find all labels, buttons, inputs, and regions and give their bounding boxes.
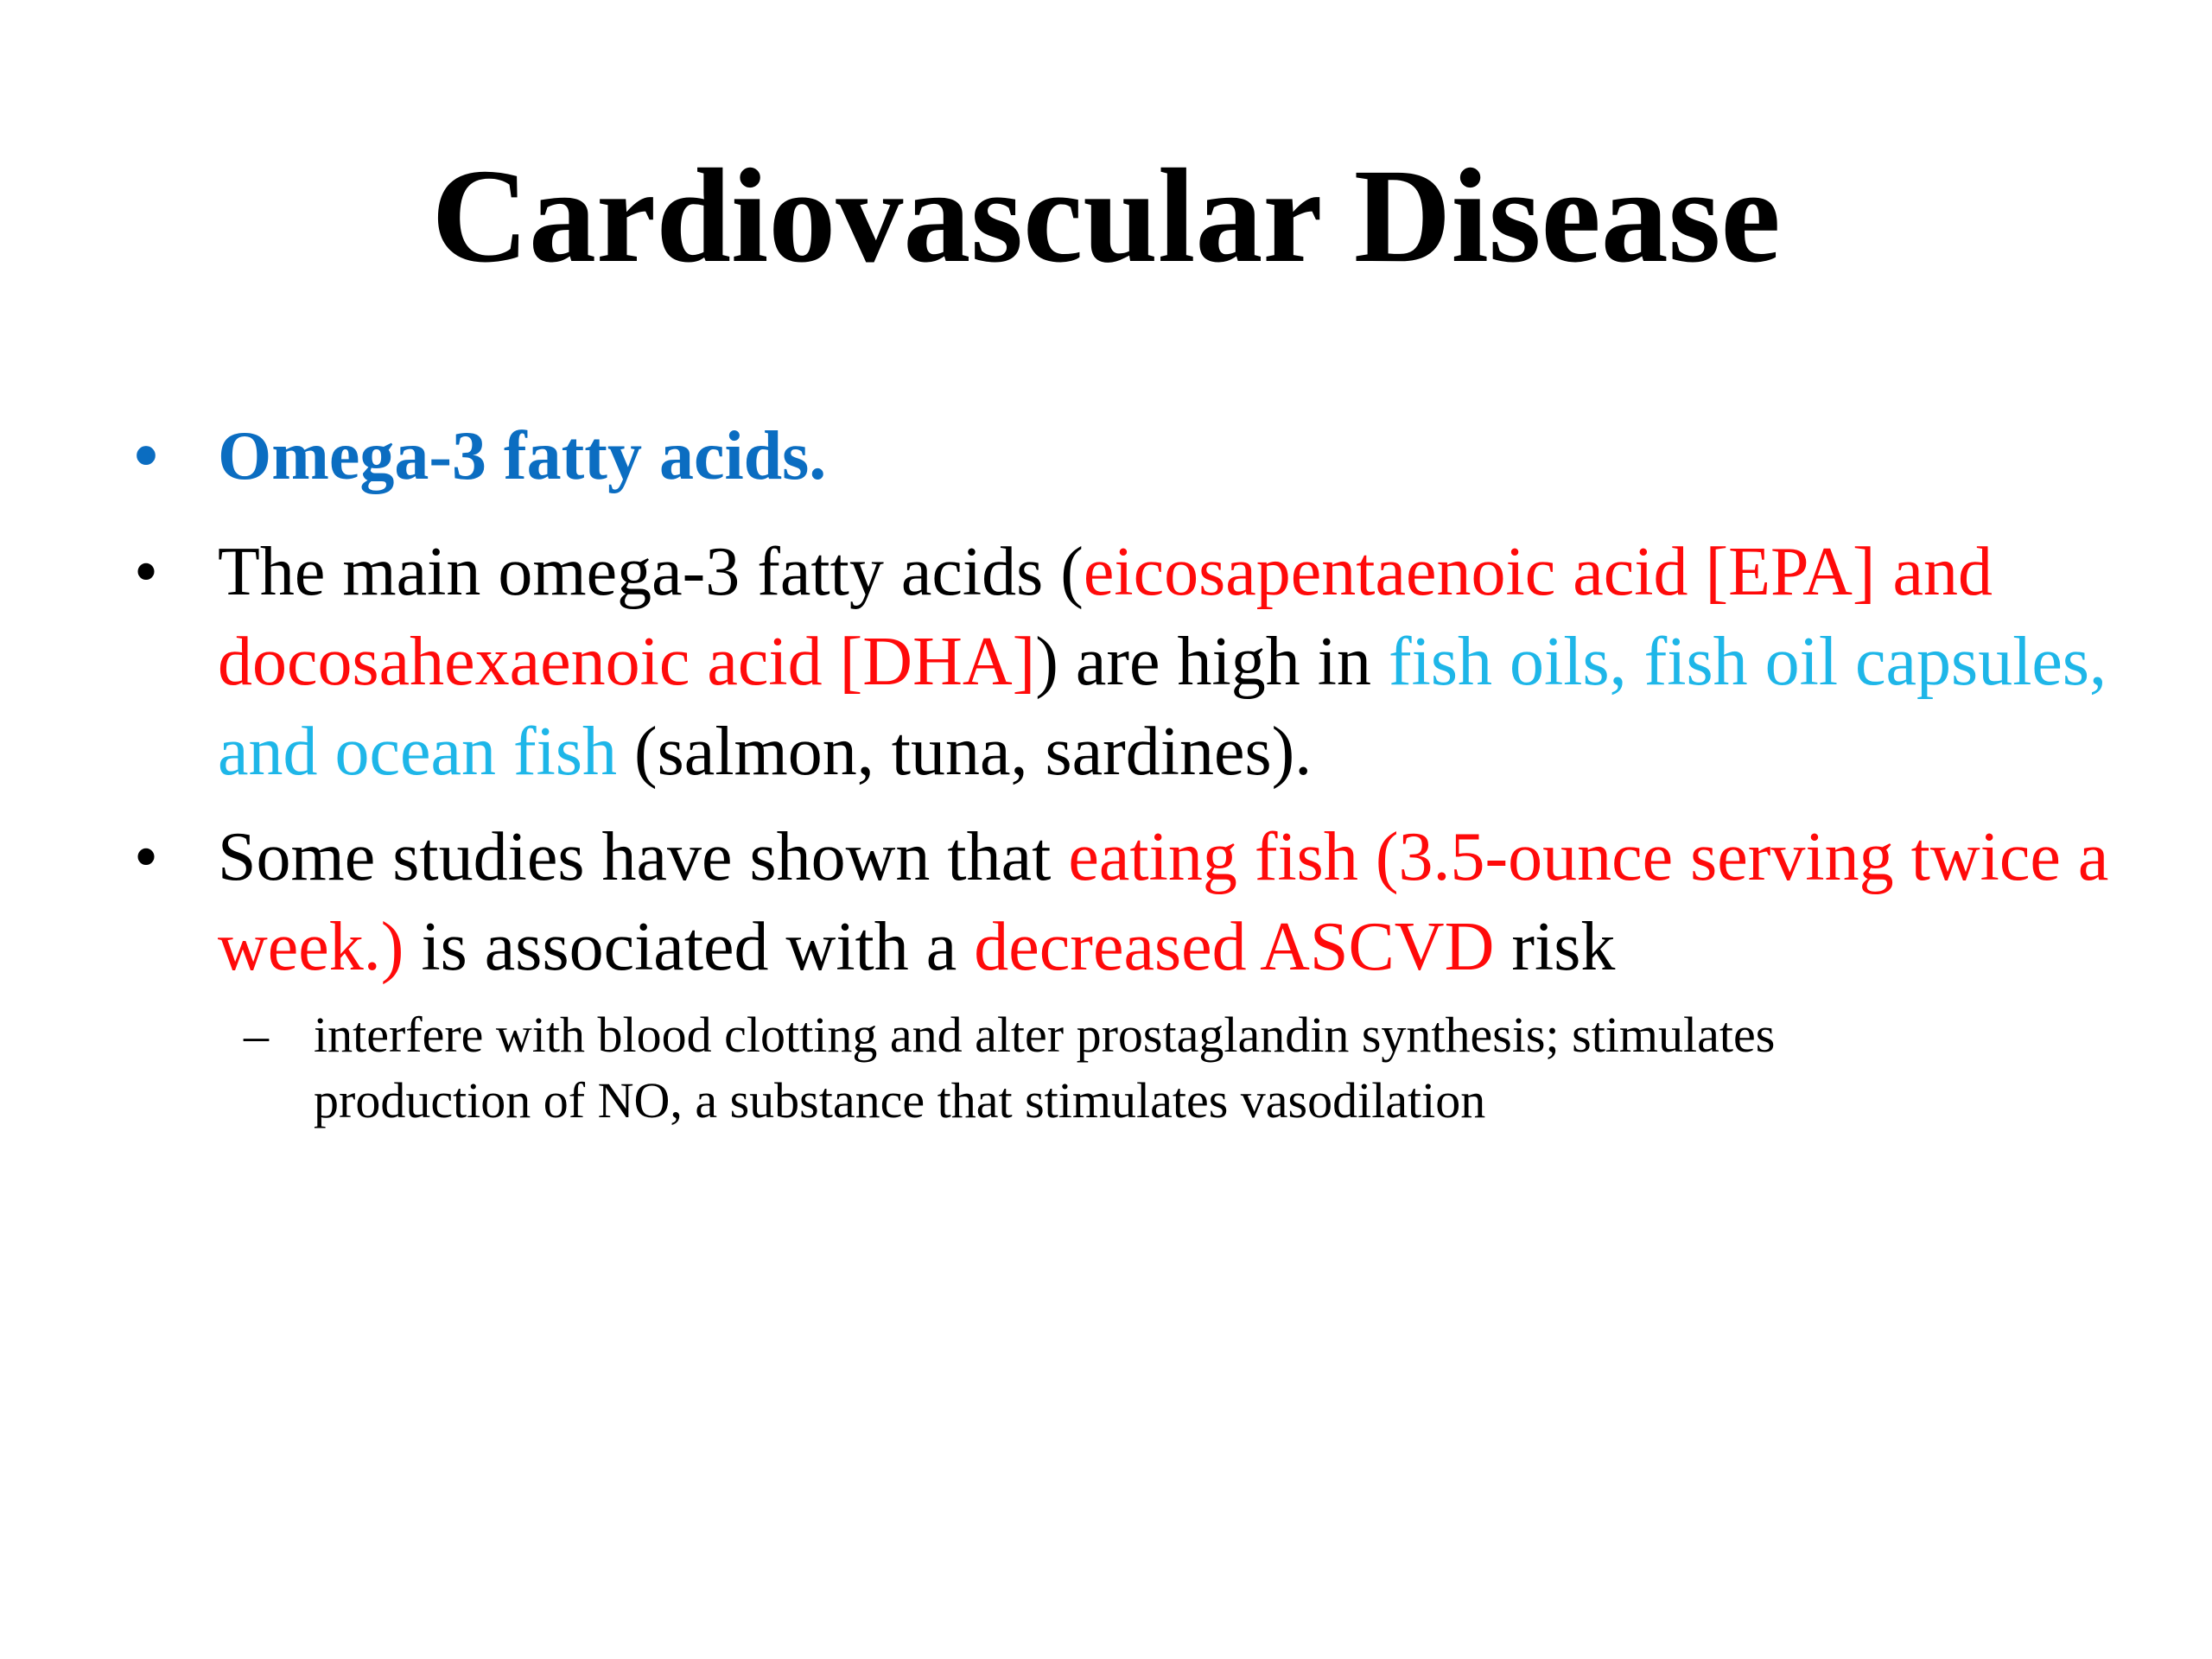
bullet-marker: • — [134, 819, 159, 895]
bullet-text-plain: The main omega-3 fatty acids ( — [218, 534, 1084, 610]
sub-bullet-marker: – — [244, 1007, 269, 1063]
bullet-marker: • — [134, 534, 159, 610]
bullet-marker: • — [134, 418, 159, 494]
bullet-text-plain: ) are high in — [1035, 624, 1389, 700]
bullet-text — [218, 812, 2119, 992]
bullet-text-plain: Some studies have shown that — [218, 819, 1069, 895]
bullet-text-plain: risk — [1494, 909, 1616, 985]
highlight-eating-fish: eating fish (3.5-ounce serving twice a week.) — [218, 819, 2109, 985]
bullet-text: Omega-3 fatty acids. — [218, 418, 827, 494]
bullet-text — [218, 527, 2119, 797]
bullet-text-plain: (salmon, tuna, sardines). — [617, 714, 1313, 790]
sub-bullet-text: interfere with blood clotting and alter prostaglandin synthesis; stimulates production of NO, a substance that stimulates vasodilation — [314, 1007, 1776, 1128]
slide-title: Cardiovascular Disease — [431, 141, 1781, 290]
highlight-fish-sources: fish oils, fish oil capsules, and ocean fish — [218, 624, 2107, 790]
highlight-epa-dha: eicosapentaenoic acid [EPA] and docosahexaenoic acid [DHA] — [218, 534, 1993, 700]
bullet-text-plain: is associated with a — [404, 909, 975, 985]
highlight-decreased-ascvd: decreased ASCVD — [974, 909, 1495, 985]
